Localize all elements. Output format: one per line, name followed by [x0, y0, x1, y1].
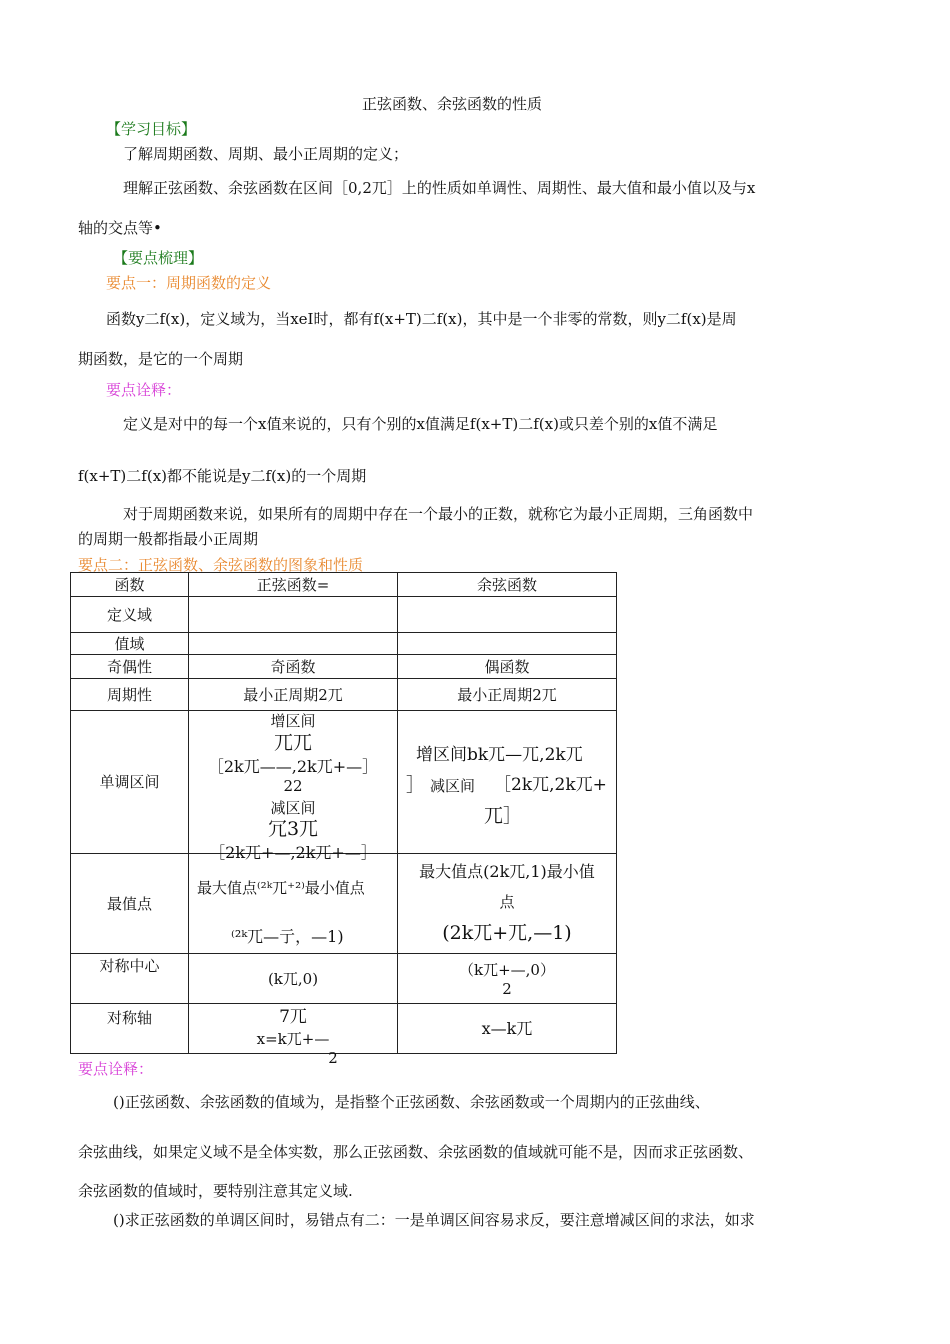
- symmetry-center-label: 对称中心: [71, 954, 189, 1004]
- point-one-paragraph: 函数y二f(x)，定义域为，当xeI时，都有f(x+T)二f(x)，其中是一个非零的常数，则y二f(x)是周: [106, 310, 737, 328]
- symmetry-axis-label: 对称轴: [71, 1004, 189, 1054]
- sine-parity: 奇函数: [189, 655, 398, 679]
- cosine-extrema-cell: [398, 854, 617, 954]
- monotonic-label: 单调区间: [71, 711, 189, 854]
- cosine-decrease-label: 减区间: [430, 777, 476, 795]
- sine-extrema-line-1: 最大值点⁽²ᵏ兀⁺²⁾最小值点: [197, 879, 365, 897]
- cosine-monotonic-cell: [398, 711, 617, 854]
- note2-paragraph-1: ()正弦函数、余弦函数的值域为，是指整个正弦函数、余弦函数或一个周期内的正弦曲线、: [113, 1093, 710, 1111]
- note2-paragraph-1-continued-2: 余弦函数的值域时，要特别注意其定义域.: [78, 1182, 353, 1200]
- cosine-range-cell: [398, 633, 617, 655]
- table-row: [71, 573, 617, 597]
- cosine-symmetry-center-denominator: 2: [502, 980, 512, 998]
- table-row: [71, 597, 617, 633]
- sine-axis-denominator: 2: [328, 1049, 338, 1067]
- sine-increase-numerator: 兀兀: [273, 732, 312, 754]
- note-paragraph-1: 定义是对中的每一个x值来说的，只有个别的x值满足f(x+T)二f(x)或只差个别的x值不满足: [123, 415, 718, 433]
- sine-decrease-numerator: 冗3兀: [267, 818, 319, 840]
- table-row: [71, 711, 617, 854]
- point-two-title: 要点二：正弦函数、余弦函数的图象和性质: [78, 556, 364, 574]
- cosine-extrema-line-3: (2k兀+兀,—1): [442, 922, 572, 944]
- note2-paragraph-1-continued: 余弦曲线，如果定义域不是全体实数，那么正弦函数、余弦函数的值域就可能不是，因而求正弦函数、: [78, 1143, 754, 1161]
- cosine-period: 最小正周期2兀: [398, 679, 617, 711]
- note-paragraph-3: 对于周期函数来说，如果所有的周期中存在一个最小的正数，就称它为最小正周期，三角函数中: [123, 505, 754, 523]
- note-paragraph-2: f(x+T)二f(x)都不能说是y二f(x)的一个周期: [78, 467, 367, 485]
- table-row: [71, 679, 617, 711]
- sine-symmetry-axis-cell: [189, 1004, 398, 1067]
- sine-axis-numerator: 7兀: [279, 1007, 307, 1027]
- note-label-2: 要点诠释：: [78, 1060, 154, 1078]
- table-row: [71, 854, 617, 954]
- sine-decrease-interval: ［2k兀+—,2k兀+—］: [209, 843, 377, 862]
- sine-period: 最小正周期2兀: [189, 679, 398, 711]
- cosine-bracket: ］: [406, 774, 426, 796]
- sine-domain-cell: [189, 597, 398, 633]
- sine-increase-label: 增区间: [270, 712, 316, 730]
- sine-symmetry-center: (k兀,0): [189, 954, 398, 1004]
- note-paragraph-3-continued: 的周期一般都指最小正周期: [78, 530, 259, 548]
- domain-label: 定义域: [71, 597, 189, 633]
- header-cell-sine: 正弦函数=: [189, 573, 398, 597]
- table-row: [71, 1004, 617, 1054]
- key-points-heading: 【要点梳理】: [113, 249, 204, 267]
- extrema-label: 最值点: [71, 854, 189, 954]
- point-one-title: 要点一：周期函数的定义: [106, 274, 272, 292]
- cosine-extrema-line-1: 最大值点(2k兀,1)最小值: [419, 862, 595, 881]
- properties-table: [70, 572, 617, 1067]
- goal-item-2-continued: 轴的交点等•: [78, 219, 162, 237]
- table-row: [71, 655, 617, 679]
- cosine-symmetry-center: （k兀+—,0）: [459, 961, 555, 979]
- page-title: 正弦函数、余弦函数的性质: [362, 95, 543, 113]
- cosine-symmetry-center-cell: [398, 954, 617, 1004]
- table-row: [71, 954, 617, 1004]
- sine-extrema-line-2: ⁽²ᵏ兀—亍，—1): [231, 927, 344, 946]
- sine-axis-equation: x=k兀+—: [256, 1030, 330, 1048]
- cosine-domain-cell: [398, 597, 617, 633]
- period-label: 周期性: [71, 679, 189, 711]
- parity-label: 奇偶性: [71, 655, 189, 679]
- cosine-parity: 偶函数: [398, 655, 617, 679]
- note-label-1: 要点诠释：: [106, 381, 182, 399]
- sine-increase-interval: ［2k兀——,2k兀+—］: [207, 757, 379, 776]
- goal-item-2: 理解正弦函数、余弦函数在区间［0,2兀］上的性质如单调性、周期性、最大值和最小值以及与x: [123, 179, 756, 197]
- cosine-symmetry-axis: x—k兀: [398, 1004, 617, 1054]
- cosine-decrease-end: 兀］: [484, 805, 523, 827]
- cosine-increase-line: [416, 743, 583, 767]
- cosine-increase-text: 增区间bk兀—兀,2k兀: [416, 745, 583, 765]
- sine-extrema-cell: [189, 854, 398, 954]
- sine-increase-denominators: 22: [283, 777, 303, 795]
- goal-item-1: 了解周期函数、周期、最小正周期的定义；: [123, 145, 409, 163]
- point-one-paragraph-continued: 期函数，是它的一个周期: [78, 350, 244, 368]
- table-row: [71, 633, 617, 655]
- range-label: 值域: [71, 633, 189, 655]
- cosine-extrema-line-2: 点: [499, 893, 515, 911]
- sine-monotonic-cell: [189, 711, 398, 862]
- header-cell-function: 函数: [71, 573, 189, 597]
- sine-range-cell: [189, 633, 398, 655]
- note2-paragraph-2: ()求正弦函数的单调区间时，易错点有二：一是单调区间容易求反，要注意增减区间的求法，如求: [113, 1211, 755, 1229]
- learning-goals-heading: 【学习目标】: [106, 120, 197, 138]
- header-cell-cosine: 余弦函数: [398, 573, 617, 597]
- sine-decrease-label: 减区间: [270, 799, 316, 817]
- cosine-decrease-interval: ［2k兀,2k兀+: [494, 775, 607, 795]
